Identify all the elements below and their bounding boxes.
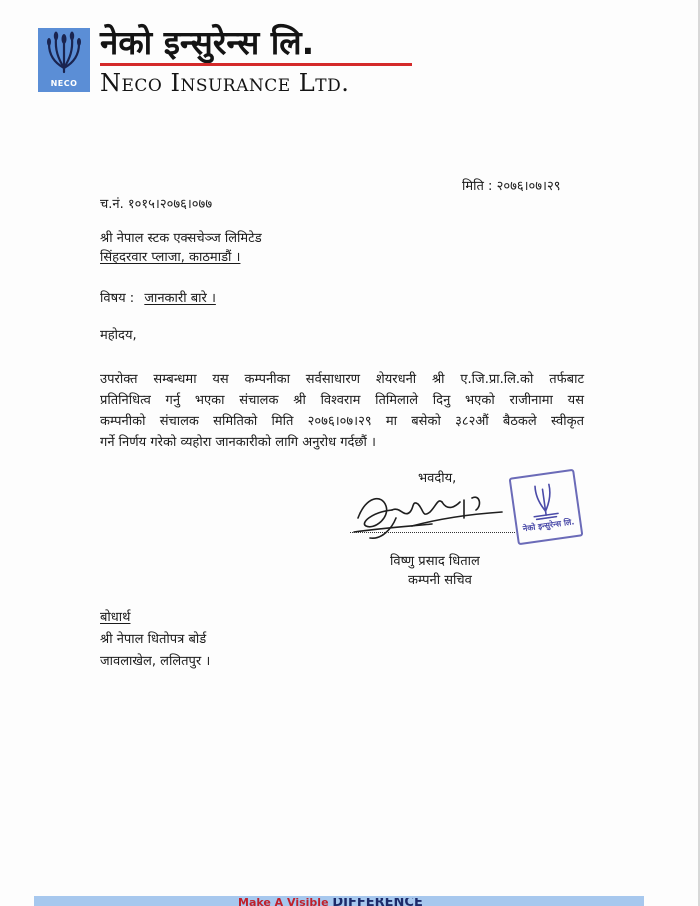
stamp-text: नेको इन्सुरेन्स लि. <box>522 517 575 534</box>
signature-line <box>350 532 515 533</box>
footer-text-bold: DIFFERENCE <box>332 898 423 906</box>
closing: भवदीय, <box>418 471 457 486</box>
cc-label: बोधार्थ <box>100 610 131 625</box>
company-stamp <box>509 469 584 546</box>
signatory-name: विष्णु प्रसाद धिताल <box>390 554 480 569</box>
subject-label: विषय : <box>100 291 135 306</box>
salutation: महोदय, <box>100 328 137 343</box>
company-name-nepali: नेको इन्सुरेन्स लि. <box>100 23 315 62</box>
body-line: उपरोक्त सम्बन्धमा यस कम्पनीका सर्वसाधारण शेयरधनी श्री ए.जि.प्रा.लि.को तर्फबाट <box>100 372 584 387</box>
body-line: गर्ने निर्णय गरेको व्यहोरा जानकारीको लागि अनुरोध गर्दछौं । <box>100 435 376 450</box>
signatory-title: कम्पनी सचिव <box>408 573 472 588</box>
letter-date: मिति : २०७६।०७।२९ <box>462 179 561 194</box>
stamp-logo-icon <box>523 477 564 522</box>
company-name-english: Neco Insurance Ltd. <box>100 69 350 97</box>
cc-name: श्री नेपाल धितोपत्र बोर्ड <box>100 632 207 647</box>
recipient-name: श्री नेपाल स्टक एक्सचेञ्ज लिमिटेड <box>100 231 262 246</box>
wheat-sheaf-icon <box>38 28 90 76</box>
body-paragraph <box>100 369 584 453</box>
subject-line <box>100 290 216 307</box>
footer-tagline <box>238 898 423 906</box>
body-line: कम्पनीको संचालक समितिको मिति २०७६।०७।२९ मा बसेको ३८२औं बैठकले स्वीकृत <box>100 414 584 429</box>
subject-text: जानकारी बारे । <box>144 291 216 306</box>
logo-text: NECO <box>50 79 78 88</box>
footer-text: Make A Visible <box>238 898 329 906</box>
recipient-address: सिंहदरवार प्लाजा, काठमाडौं । <box>100 250 241 265</box>
cc-address: जावलाखेल, ललितपुर । <box>100 654 211 669</box>
header-divider <box>100 63 412 66</box>
company-logo <box>38 28 90 92</box>
body-line: प्रतिनिधित्व गर्नु भएका संचालक श्री विश्वराम तिमिलाले दिनु भएको राजीनामा यस <box>100 393 584 408</box>
handwritten-signature <box>352 488 512 544</box>
reference-number: च.नं. १०१५।२०७६।०७७ <box>100 197 213 212</box>
